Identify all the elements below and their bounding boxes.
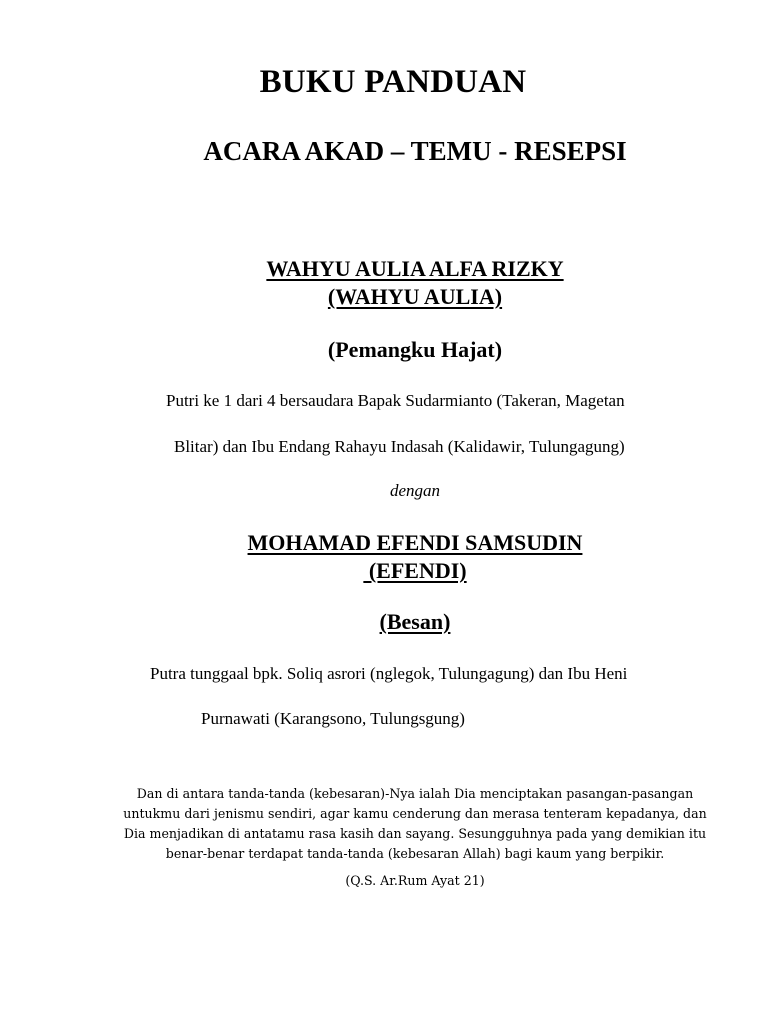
quote-line: Dia menjadikan di antatamu rasa kasih dan sayang. Sesungguhnya pada yang demikian itu — [123, 826, 707, 841]
quran-quote — [60, 784, 768, 864]
quote-line: benar-benar terdapat tanda-tanda (kebesaran Allah) bagi kaum yang berpikir. — [165, 846, 665, 861]
quote-reference: (Q.S. Ar.Rum Ayat 21) — [345, 873, 485, 888]
groom-role: (Besan) — [379, 609, 451, 634]
bride-nickname: (WAHYU AULIA) — [327, 284, 503, 309]
page-title: BUKU PANDUAN — [259, 64, 527, 100]
groom-description-line-2: Purnawati (Karangsono, Tulungsgung) — [201, 709, 465, 728]
groom-nickname: (EFENDI) — [363, 558, 467, 583]
quote-line: untukmu dari jenismu sendiri, agar kamu cenderung dan merasa tenteram kepadanya, dan — [123, 806, 707, 821]
bride-full-name: WAHYU AULIA ALFA RIZKY — [266, 256, 564, 281]
bride-name-block — [0, 255, 768, 311]
groom-full-name: MOHAMAD EFENDI SAMSUDIN — [247, 530, 583, 555]
page-subtitle: ACARA AKAD – TEMU - RESEPSI — [203, 136, 627, 166]
bride-description-line-1: Putri ke 1 dari 4 bersaudara Bapak Sudarmianto (Takeran, Magetan — [166, 391, 625, 410]
groom-name-block — [0, 529, 768, 585]
bride-role: (Pemangku Hajat) — [327, 337, 503, 362]
groom-description-line-1: Putra tunggaal bpk. Soliq asrori (nglegok, Tulungagung) dan Ibu Heni — [150, 664, 628, 683]
quote-line: Dan di antara tanda-tanda (kebesaran)-Nya ialah Dia menciptakan pasangan-pasangan — [136, 786, 694, 801]
bride-description-line-2: Blitar) dan Ibu Endang Rahayu Indasah (Kalidawir, Tulungagung) — [174, 437, 625, 456]
connector-text: dengan — [389, 481, 441, 500]
